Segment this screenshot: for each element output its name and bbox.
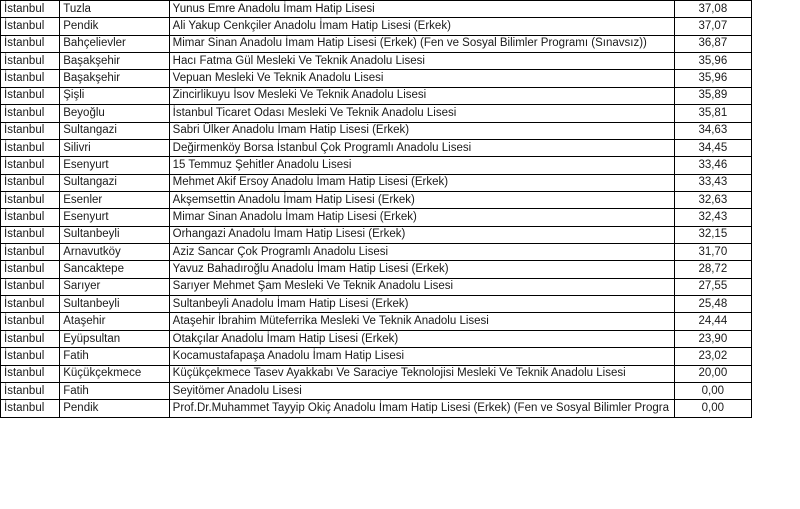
city-cell: İstanbul bbox=[1, 261, 60, 278]
table-row bbox=[1, 1, 752, 18]
district-cell: Sultanbeyli bbox=[60, 296, 169, 313]
score-cell: 34,63 bbox=[674, 122, 751, 139]
district-cell: Küçükçekmece bbox=[60, 365, 169, 382]
district-cell: Esenyurt bbox=[60, 209, 169, 226]
score-cell: 35,96 bbox=[674, 70, 751, 87]
score-cell: 32,43 bbox=[674, 209, 751, 226]
table-row bbox=[1, 400, 752, 417]
school-name-cell: Zincirlikuyu İsov Mesleki Ve Teknik Anadolu Lisesi bbox=[169, 87, 674, 104]
table-row bbox=[1, 261, 752, 278]
city-cell: İstanbul bbox=[1, 330, 60, 347]
table-row bbox=[1, 53, 752, 70]
school-name-cell: Yavuz Bahadıroğlu Anadolu İmam Hatip Lisesi (Erkek) bbox=[169, 261, 674, 278]
district-cell: Pendik bbox=[60, 400, 169, 417]
district-cell: Sultangazi bbox=[60, 174, 169, 191]
score-cell: 28,72 bbox=[674, 261, 751, 278]
city-cell: İstanbul bbox=[1, 365, 60, 382]
city-cell: İstanbul bbox=[1, 1, 60, 18]
score-cell: 33,43 bbox=[674, 174, 751, 191]
table-row bbox=[1, 209, 752, 226]
score-cell: 37,07 bbox=[674, 18, 751, 35]
district-cell: Şişli bbox=[60, 87, 169, 104]
city-cell: İstanbul bbox=[1, 87, 60, 104]
score-cell: 0,00 bbox=[674, 400, 751, 417]
city-cell: İstanbul bbox=[1, 18, 60, 35]
table-row bbox=[1, 157, 752, 174]
score-cell: 33,46 bbox=[674, 157, 751, 174]
school-name-cell: Mimar Sinan Anadolu İmam Hatip Lisesi (Erkek) bbox=[169, 209, 674, 226]
score-cell: 36,87 bbox=[674, 35, 751, 52]
city-cell: İstanbul bbox=[1, 191, 60, 208]
district-cell: Sultangazi bbox=[60, 122, 169, 139]
table-row bbox=[1, 174, 752, 191]
school-name-cell: Ali Yakup Cenkçiler Anadolu İmam Hatip Lisesi (Erkek) bbox=[169, 18, 674, 35]
city-cell: İstanbul bbox=[1, 209, 60, 226]
district-cell: Esenyurt bbox=[60, 157, 169, 174]
score-cell: 0,00 bbox=[674, 382, 751, 399]
school-name-cell: Prof.Dr.Muhammet Tayyip Okiç Anadolu İmam Hatip Lisesi (Erkek) (Fen ve Sosyal Bilimler Progra bbox=[169, 400, 674, 417]
district-cell: Başakşehir bbox=[60, 70, 169, 87]
score-cell: 35,81 bbox=[674, 105, 751, 122]
score-cell: 37,08 bbox=[674, 1, 751, 18]
school-name-cell: Orhangazi Anadolu İmam Hatip Lisesi (Erkek) bbox=[169, 226, 674, 243]
district-cell: Sancaktepe bbox=[60, 261, 169, 278]
school-name-cell: İstanbul Ticaret Odası Mesleki Ve Teknik Anadolu Lisesi bbox=[169, 105, 674, 122]
district-cell: Fatih bbox=[60, 382, 169, 399]
district-cell: Beyoğlu bbox=[60, 105, 169, 122]
district-cell: Esenler bbox=[60, 191, 169, 208]
district-cell: Sarıyer bbox=[60, 278, 169, 295]
city-cell: İstanbul bbox=[1, 296, 60, 313]
score-cell: 31,70 bbox=[674, 244, 751, 261]
table-row bbox=[1, 191, 752, 208]
district-cell: Fatih bbox=[60, 348, 169, 365]
city-cell: İstanbul bbox=[1, 226, 60, 243]
table-row bbox=[1, 278, 752, 295]
district-cell: Sultanbeyli bbox=[60, 226, 169, 243]
school-name-cell: Sarıyer Mehmet Şam Mesleki Ve Teknik Anadolu Lisesi bbox=[169, 278, 674, 295]
district-cell: Tuzla bbox=[60, 1, 169, 18]
school-name-cell: 15 Temmuz Şehitler Anadolu Lisesi bbox=[169, 157, 674, 174]
score-cell: 24,44 bbox=[674, 313, 751, 330]
school-name-cell: Değirmenköy Borsa İstanbul Çok Programlı Anadolu Lisesi bbox=[169, 139, 674, 156]
city-cell: İstanbul bbox=[1, 382, 60, 399]
school-name-cell: Mehmet Akif Ersoy Anadolu İmam Hatip Lisesi (Erkek) bbox=[169, 174, 674, 191]
city-cell: İstanbul bbox=[1, 244, 60, 261]
school-name-cell: Mimar Sinan Anadolu İmam Hatip Lisesi (Erkek) (Fen ve Sosyal Bilimler Programı (Sınavsız)) bbox=[169, 35, 674, 52]
school-name-cell: Sultanbeyli Anadolu İmam Hatip Lisesi (Erkek) bbox=[169, 296, 674, 313]
city-cell: İstanbul bbox=[1, 313, 60, 330]
table-row bbox=[1, 330, 752, 347]
score-cell: 35,96 bbox=[674, 53, 751, 70]
city-cell: İstanbul bbox=[1, 35, 60, 52]
school-name-cell: Akşemsettin Anadolu İmam Hatip Lisesi (Erkek) bbox=[169, 191, 674, 208]
school-name-cell: Ataşehir İbrahim Müteferrika Mesleki Ve Teknik Anadolu Lisesi bbox=[169, 313, 674, 330]
school-name-cell: Otakçılar Anadolu İmam Hatip Lisesi (Erkek) bbox=[169, 330, 674, 347]
school-name-cell: Vepuan Mesleki Ve Teknik Anadolu Lisesi bbox=[169, 70, 674, 87]
score-cell: 32,15 bbox=[674, 226, 751, 243]
score-cell: 32,63 bbox=[674, 191, 751, 208]
table-row bbox=[1, 18, 752, 35]
school-name-cell: Yunus Emre Anadolu İmam Hatip Lisesi bbox=[169, 1, 674, 18]
table-row bbox=[1, 296, 752, 313]
school-name-cell: Kocamustafapaşa Anadolu İmam Hatip Lisesi bbox=[169, 348, 674, 365]
city-cell: İstanbul bbox=[1, 278, 60, 295]
city-cell: İstanbul bbox=[1, 400, 60, 417]
score-cell: 35,89 bbox=[674, 87, 751, 104]
score-cell: 25,48 bbox=[674, 296, 751, 313]
table-row bbox=[1, 348, 752, 365]
district-cell: Pendik bbox=[60, 18, 169, 35]
score-cell: 20,00 bbox=[674, 365, 751, 382]
table-row bbox=[1, 365, 752, 382]
city-cell: İstanbul bbox=[1, 122, 60, 139]
table-row bbox=[1, 105, 752, 122]
school-name-cell: Hacı Fatma Gül Mesleki Ve Teknik Anadolu Lisesi bbox=[169, 53, 674, 70]
table-row bbox=[1, 313, 752, 330]
score-cell: 23,90 bbox=[674, 330, 751, 347]
school-name-cell: Aziz Sancar Çok Programlı Anadolu Lisesi bbox=[169, 244, 674, 261]
table-row bbox=[1, 244, 752, 261]
score-cell: 23,02 bbox=[674, 348, 751, 365]
city-cell: İstanbul bbox=[1, 105, 60, 122]
table-row bbox=[1, 35, 752, 52]
district-cell: Ataşehir bbox=[60, 313, 169, 330]
district-cell: Silivri bbox=[60, 139, 169, 156]
score-cell: 34,45 bbox=[674, 139, 751, 156]
city-cell: İstanbul bbox=[1, 157, 60, 174]
school-name-cell: Seyitömer Anadolu Lisesi bbox=[169, 382, 674, 399]
city-cell: İstanbul bbox=[1, 348, 60, 365]
table-row bbox=[1, 70, 752, 87]
district-cell: Eyüpsultan bbox=[60, 330, 169, 347]
city-cell: İstanbul bbox=[1, 174, 60, 191]
district-cell: Başakşehir bbox=[60, 53, 169, 70]
table-row bbox=[1, 122, 752, 139]
table-row bbox=[1, 226, 752, 243]
district-cell: Bahçelievler bbox=[60, 35, 169, 52]
city-cell: İstanbul bbox=[1, 53, 60, 70]
city-cell: İstanbul bbox=[1, 139, 60, 156]
table-row bbox=[1, 139, 752, 156]
table-body bbox=[1, 1, 752, 418]
district-cell: Arnavutköy bbox=[60, 244, 169, 261]
city-cell: İstanbul bbox=[1, 70, 60, 87]
table-row bbox=[1, 382, 752, 399]
school-name-cell: Sabri Ülker Anadolu İmam Hatip Lisesi (Erkek) bbox=[169, 122, 674, 139]
table-row bbox=[1, 87, 752, 104]
school-name-cell: Küçükçekmece Tasev Ayakkabı Ve Saraciye Teknolojisi Mesleki Ve Teknik Anadolu Lisesi bbox=[169, 365, 674, 382]
score-cell: 27,55 bbox=[674, 278, 751, 295]
